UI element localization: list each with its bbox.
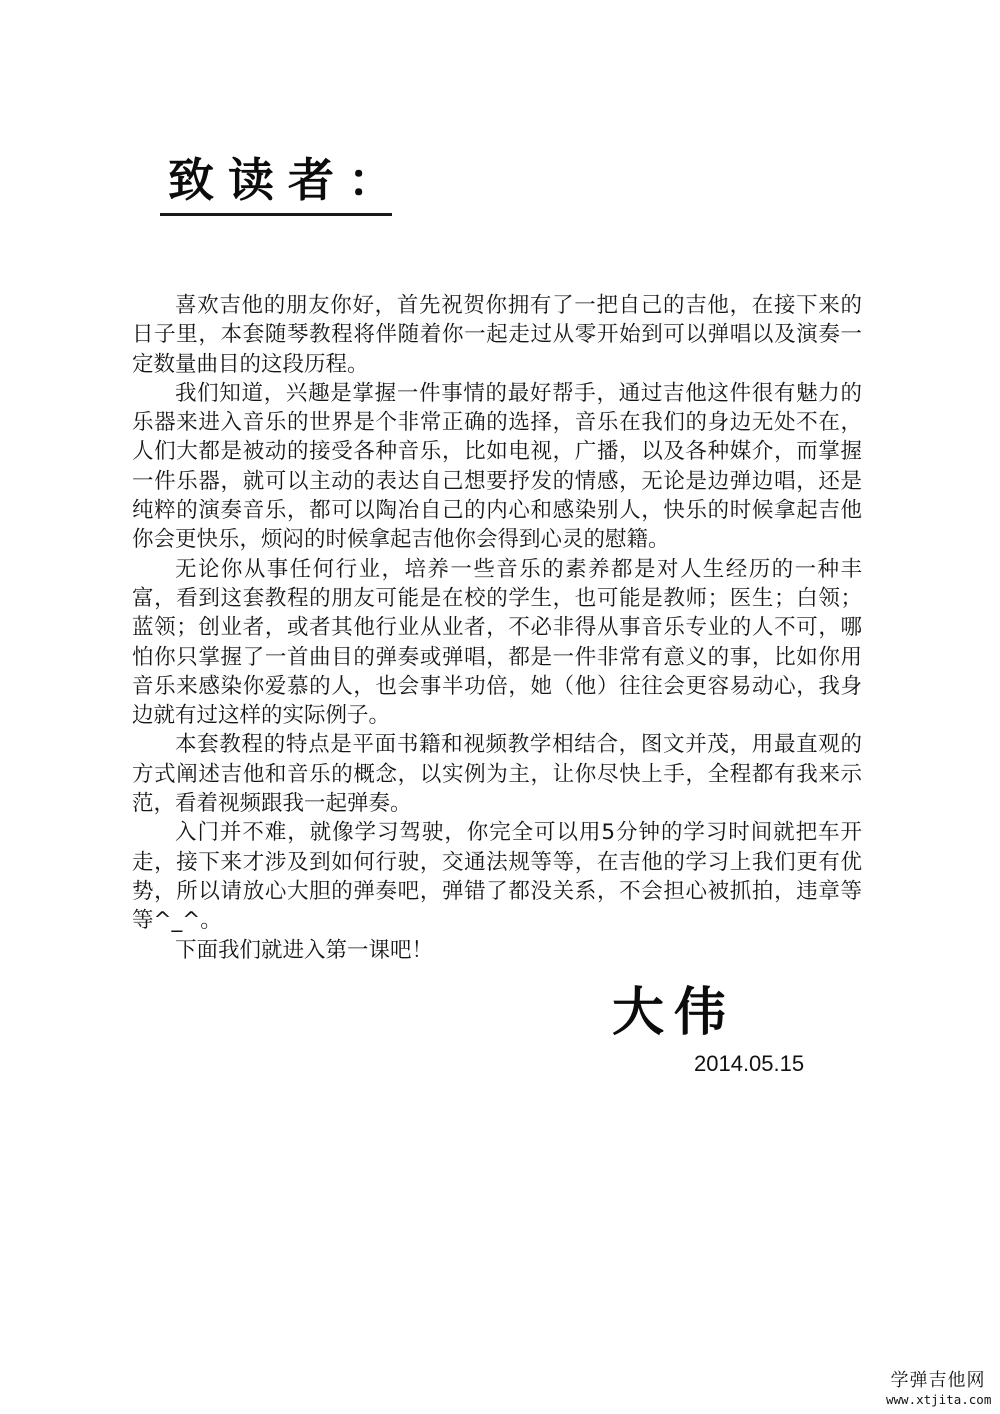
watermark-url: www.xtjita.com — [886, 1392, 992, 1407]
paragraph-greeting: 喜欢吉他的朋友你好，首先祝贺你拥有了一把自己的吉他，在接下来的日子里，本套随琴教程将伴随着你一起走过从零开始到可以弹唱以及演奏一定数量曲目的这段历程。 — [132, 293, 862, 377]
paragraph-interest: 我们知道，兴趣是掌握一件事情的最好帮手，通过吉他这件很有魅力的乐器来进入音乐的世界是个非常正确的选择，音乐在我们的身边无处不在，人们大都是被动的接受各种音乐，比如电视，广播，以及各种媒介，而掌握一件乐器，就可以主动的表达自己想要抒发的情感，无论是边弹边唱，还是纯粹的演奏音乐，都可以陶冶自己的内心和感染别人，快乐的时候拿起吉他你会更快乐，烦闷的时候拿起吉他你会得到心灵的慰籍。 — [132, 380, 862, 553]
letter-heading: 致读者： — [168, 153, 408, 207]
paragraph-closing: 下面我们就进入第一课吧！ — [175, 937, 434, 963]
paragraph-getting-started: 入门并不难，就像学习驾驶，你完全可以用5分钟的学习时间就把车开走，接下来才涉及到如何行驶，交通法规等等，在吉他的学习上我们更有优势，所以请放心大胆的弹奏吧，弹错了都没关系，不会担心被抓拍，违章等等^_^。 — [132, 820, 862, 934]
author-signature: 大伟 — [612, 982, 737, 1043]
watermark-title: 学弹吉他网 — [890, 1370, 986, 1391]
letter-date: 2014.05.15 — [694, 1051, 805, 1076]
letter-body — [132, 291, 862, 965]
site-watermark — [886, 1370, 990, 1408]
heading-underline — [160, 213, 392, 216]
paragraph-features: 本套教程的特点是平面书籍和视频教学相结合，图文并茂，用最直观的方式阐述吉他和音乐的概念，以实例为主，让你尽快上手，全程都有我来示范，看着视频跟我一起弹奏。 — [132, 732, 862, 817]
paragraph-audience: 无论你从事任何行业，培养一些音乐的素养都是对人生经历的一种丰富，看到这套教程的朋友可能是在校的学生，也可能是教师；医生；白领；蓝领；创业者，或者其他行业从业者，不必非得从事音乐专业的人不可，哪怕你只掌握了一首曲目的弹奏或弹唱，都是一件非常有意义的事，比如你用音乐来感染你爱慕的人，也会事半功倍，她（他）往往会更容易动心，我身边就有过这样的实际例子。 — [132, 556, 862, 729]
